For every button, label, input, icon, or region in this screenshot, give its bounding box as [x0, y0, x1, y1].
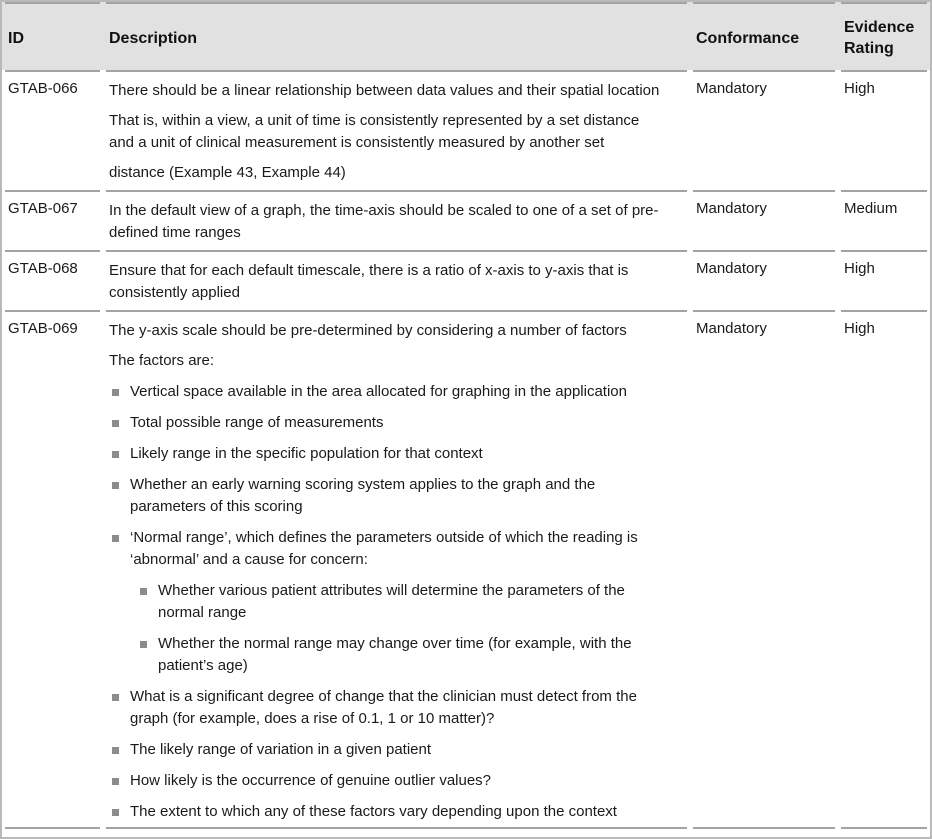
square-bullet-icon: [112, 535, 119, 542]
description-line: defined time ranges: [109, 224, 241, 241]
bullet-item: [109, 412, 686, 434]
header-label-conformance: Conformance: [696, 29, 800, 47]
bullet-line: What is a significant degree of change that the clinician must detect from the: [130, 688, 637, 705]
bullet-line: The likely range of variation in a given patient: [130, 741, 432, 758]
description-paragraph: [109, 320, 686, 342]
table-row-gtab-067: [2, 190, 930, 250]
description-line: There should be a linear relationship between data values and their spatial location: [109, 82, 660, 99]
row-id: GTAB-067: [2, 190, 103, 250]
bullet-line: Likely range in the specific population for that context: [130, 445, 483, 462]
square-bullet-icon: [140, 588, 147, 595]
row-description: [103, 70, 690, 190]
row-description: [103, 190, 690, 250]
square-bullet-icon: [112, 420, 119, 427]
row-id: GTAB-068: [2, 250, 103, 310]
table-row-gtab-068: [2, 250, 930, 310]
description-line: distance (Example 43, Example 44): [109, 164, 346, 181]
factor-bullet-list: [109, 381, 686, 823]
description-line: That is, within a view, a unit of time is consistently represented by a set distance: [109, 112, 640, 129]
description-line: and a unit of clinical measurement is consistently measured by another set: [109, 134, 605, 151]
row-id: GTAB-066: [2, 70, 103, 190]
header-cell-conformance: [690, 2, 838, 70]
bullet-line: ‘Normal range’, which defines the parameters outside of which the reading is: [130, 529, 638, 546]
square-bullet-icon: [112, 809, 119, 816]
row-evidence-rating: High: [838, 250, 930, 310]
description-paragraph: [109, 80, 686, 102]
header-cell-evidence-rating: [838, 2, 930, 70]
bullet-line: Vertical space available in the area allocated for graphing in the application: [130, 383, 627, 400]
square-bullet-icon: [140, 641, 147, 648]
bullet-line: Whether an early warning scoring system applies to the graph and the: [130, 476, 596, 493]
description-paragraph: [109, 350, 686, 372]
row-evidence-rating: Medium: [838, 190, 930, 250]
bullet-line: normal range: [158, 604, 247, 621]
description-line: The factors are:: [109, 352, 215, 369]
row-description: [103, 250, 690, 310]
square-bullet-icon: [112, 451, 119, 458]
description-line: Ensure that for each default timescale, there is a ratio of x-axis to y-axis that is: [109, 262, 629, 279]
square-bullet-icon: [112, 482, 119, 489]
square-bullet-icon: [112, 694, 119, 701]
header-cell-description: [103, 2, 690, 70]
row-conformance: Mandatory: [690, 70, 838, 190]
row-conformance: Mandatory: [690, 250, 838, 310]
square-bullet-icon: [112, 747, 119, 754]
bullet-item: [109, 381, 686, 403]
row-conformance: Mandatory: [690, 310, 838, 829]
header-label-id: ID: [8, 29, 24, 47]
table-header-row: [2, 2, 930, 70]
row-evidence-rating: High: [838, 70, 930, 190]
row-evidence-rating: High: [838, 310, 930, 829]
bullet-line: Total possible range of measurements: [130, 414, 384, 431]
header-cell-id: [2, 2, 103, 70]
row-description: [103, 310, 690, 829]
bullet-item: [109, 801, 686, 823]
bullet-item: [109, 770, 686, 792]
bullet-line: ‘abnormal’ and a cause for concern:: [130, 551, 368, 568]
sub-bullet-item: [137, 633, 686, 677]
table-row-gtab-069: [2, 310, 930, 829]
bullet-line: Whether the normal range may change over time (for example, with the: [158, 635, 632, 652]
bullet-item: [109, 443, 686, 465]
bullet-item: [109, 474, 686, 518]
row-id: GTAB-069: [2, 310, 103, 829]
description-paragraph: [109, 162, 686, 184]
description-line: consistently applied: [109, 284, 240, 301]
bullet-line: patient’s age): [158, 657, 248, 674]
bullet-item: [109, 527, 686, 571]
bullet-line: How likely is the occurrence of genuine outlier values?: [130, 772, 492, 789]
sub-bullet-item: [137, 580, 686, 624]
bullet-line: graph (for example, does a rise of 0.1, 1 or 10 matter)?: [130, 710, 495, 727]
table-row-gtab-066: [2, 70, 930, 190]
description-line: In the default view of a graph, the time-axis should be scaled to one of a set of pre-: [109, 202, 659, 219]
header-label-evidence-rating: Evidence Rating: [844, 19, 915, 57]
row-conformance: Mandatory: [690, 190, 838, 250]
square-bullet-icon: [112, 389, 119, 396]
description-paragraph: [109, 200, 686, 244]
bullet-line: The extent to which any of these factors vary depending upon the context: [130, 803, 617, 820]
bullet-line: parameters of this scoring: [130, 498, 303, 515]
bullet-item: [109, 739, 686, 761]
bullet-item: [109, 686, 686, 730]
bullet-line: Whether various patient attributes will determine the parameters of the: [158, 582, 625, 599]
description-line: The y-axis scale should be pre-determined by considering a number of factors: [109, 322, 627, 339]
square-bullet-icon: [112, 778, 119, 785]
header-label-description: Description: [109, 29, 198, 47]
description-paragraph: [109, 110, 686, 154]
description-paragraph: [109, 260, 686, 304]
